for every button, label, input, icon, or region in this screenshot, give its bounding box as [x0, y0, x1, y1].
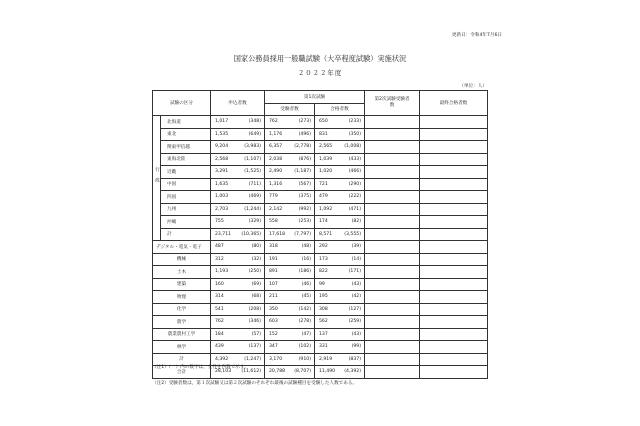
second-exam-cell: [365, 241, 420, 254]
final-passers-cell: [420, 316, 488, 329]
passers-women: (39): [351, 244, 361, 250]
passers-women: (127): [348, 306, 361, 312]
table-row: [153, 128, 488, 141]
examinees: [265, 153, 315, 166]
passers: [315, 291, 365, 304]
applicants-total: 1,193: [215, 269, 229, 275]
table-row: [153, 116, 488, 129]
passers-women: (466): [348, 169, 361, 175]
header-final-passers: 最終合格者数: [420, 91, 488, 116]
applicants: [211, 341, 265, 354]
row-label: 近畿: [161, 166, 211, 179]
second-exam-cell: [365, 116, 420, 129]
passers: [315, 366, 365, 379]
applicants: [211, 228, 265, 241]
note-1: （注1）（ ）内の数字は，女性を内数で示す。: [152, 365, 249, 370]
applicants-women: (1,244): [244, 206, 261, 212]
second-exam-cell: [365, 341, 420, 354]
table-row: [153, 216, 488, 229]
applicants-women: (250): [248, 269, 261, 275]
row-label: 関東甲信越: [161, 141, 211, 154]
final-passers-cell: [420, 266, 488, 279]
examinees: [265, 241, 315, 254]
passers: [315, 166, 365, 179]
examinees-women: (7,797): [294, 231, 311, 237]
applicants: [211, 241, 265, 254]
applicants: [211, 153, 265, 166]
group-label-gyosei: 行政: [153, 116, 161, 241]
passers-women: (42): [351, 294, 361, 300]
row-label: 化学: [153, 303, 211, 316]
table-row: [153, 316, 488, 329]
passers-total: 99: [319, 281, 325, 287]
applicants-women: (69): [251, 281, 261, 287]
applicants-total: 487: [215, 244, 224, 250]
row-label: 計: [153, 353, 211, 366]
unit-label: （単位：人）: [459, 84, 487, 89]
table-row: [153, 228, 488, 241]
row-label: 東北: [161, 128, 211, 141]
applicants-total: 314: [215, 294, 224, 300]
examinees: [265, 328, 315, 341]
second-exam-cell: [365, 366, 420, 379]
row-label: 計: [161, 228, 211, 241]
row-label: 農学: [153, 316, 211, 329]
applicants-women: (208): [248, 306, 261, 312]
examinees-total: 3,170: [269, 356, 283, 362]
examinees-total: 350: [269, 306, 278, 312]
applicants-total: 439: [215, 344, 224, 350]
examinees-total: 779: [269, 194, 278, 200]
examinees-women: (16): [301, 256, 311, 262]
final-passers-cell: [420, 216, 488, 229]
examinees: [265, 191, 315, 204]
applicants-women: (3,983): [244, 144, 261, 150]
row-label: 林学: [153, 341, 211, 354]
second-exam-cell: [365, 328, 420, 341]
row-label: 四国: [161, 191, 211, 204]
examinees: [265, 166, 315, 179]
examinees-total: 2,490: [269, 169, 283, 175]
header-passers: 合格者数: [315, 103, 365, 116]
applicants-total: 541: [215, 306, 224, 312]
passers-women: (99): [351, 344, 361, 350]
table-row: [153, 328, 488, 341]
header-examinees: 受験者数: [265, 103, 315, 116]
second-exam-cell: [365, 128, 420, 141]
examinees-total: 2,038: [269, 156, 283, 162]
final-passers-cell: [420, 153, 488, 166]
second-exam-cell: [365, 141, 420, 154]
examinees: [265, 266, 315, 279]
applicants-women: (57): [251, 331, 261, 337]
second-exam-cell: [365, 316, 420, 329]
applicants-women: (348): [248, 119, 261, 125]
examinees-women: (496): [298, 131, 311, 137]
final-passers-cell: [420, 228, 488, 241]
applicants-women: (1,525): [244, 169, 261, 175]
passers: [315, 116, 365, 129]
examinees-women: (48): [301, 244, 311, 250]
examinees-total: 2,142: [269, 206, 283, 212]
applicants-women: (11,612): [241, 369, 261, 375]
applicants-total: 762: [215, 319, 224, 325]
examinees-total: 318: [269, 244, 278, 250]
applicants-women: (1,247): [244, 356, 261, 362]
passers: [315, 341, 365, 354]
examinees-total: 1,176: [269, 131, 283, 137]
passers-total: 308: [319, 306, 328, 312]
table-row: [153, 291, 488, 304]
applicants: [211, 253, 265, 266]
examinees: [265, 216, 315, 229]
examinees-women: (876): [298, 156, 311, 162]
examinees-women: (186): [298, 269, 311, 275]
passers-women: (43): [351, 281, 361, 287]
examinees-total: 152: [269, 331, 278, 337]
applicants-total: 1,017: [215, 119, 229, 125]
examinees-women: (992): [298, 206, 311, 212]
applicants-total: 2,568: [215, 156, 229, 162]
applicants-women: (1,107): [244, 156, 261, 162]
passers: [315, 153, 365, 166]
passers-women: (171): [348, 269, 361, 275]
passers-women: (471): [348, 206, 361, 212]
examinees-total: 6,357: [269, 144, 283, 150]
passers-total: 11,490: [319, 369, 336, 375]
final-passers-cell: [420, 278, 488, 291]
second-exam-cell: [365, 228, 420, 241]
passers-total: 173: [319, 256, 328, 262]
row-label: 東海北陸: [161, 153, 211, 166]
table-row: [153, 141, 488, 154]
passers-total: 650: [319, 119, 328, 125]
passers-total: 137: [319, 331, 328, 337]
examinees: [265, 353, 315, 366]
table-row: [153, 153, 488, 166]
passers-women: (350): [348, 131, 361, 137]
table-row: [153, 203, 488, 216]
final-passers-cell: [420, 303, 488, 316]
passers-total: 479: [319, 194, 328, 200]
examinees-women: (47): [301, 331, 311, 337]
page-title: 国家公務員採用一般職試験（大卒程度試験）実施状況: [233, 54, 407, 63]
passers-total: 1,039: [319, 156, 333, 162]
passers-women: (82): [351, 219, 361, 225]
passers-total: 195: [319, 294, 328, 300]
examinees-women: (2,778): [294, 144, 311, 150]
note-2: （注2）受験者数は，第１次試験又は第２次試験のそれぞれ最後の試験種目を受験した人数である。: [152, 381, 358, 386]
applicants: [211, 141, 265, 154]
examinees-women: (273): [298, 119, 311, 125]
passers-total: 822: [319, 269, 328, 275]
table-row: [153, 253, 488, 266]
final-passers-cell: [420, 291, 488, 304]
final-passers-cell: [420, 203, 488, 216]
examinees: [265, 366, 315, 379]
examinees-women: (102): [298, 344, 311, 350]
header-applicants: 申込者数: [211, 91, 265, 116]
final-passers-cell: [420, 341, 488, 354]
passers-total: 2,565: [319, 144, 333, 150]
applicants-total: 28,103: [215, 369, 232, 375]
examinees: [265, 303, 315, 316]
final-passers-cell: [420, 328, 488, 341]
applicants: [211, 191, 265, 204]
applicants: [211, 266, 265, 279]
row-label: 農業農村工学: [153, 328, 211, 341]
table-row: [153, 178, 488, 191]
update-date: 更新日：令和4年7月6日: [451, 33, 502, 38]
passers: [315, 328, 365, 341]
passers: [315, 278, 365, 291]
passers-women: (14): [351, 256, 361, 262]
table-row: [153, 278, 488, 291]
passers: [315, 191, 365, 204]
examinees-women: (46): [301, 281, 311, 287]
examinees-total: 891: [269, 269, 278, 275]
passers-women: (4,392): [344, 369, 361, 375]
examinees: [265, 141, 315, 154]
passers-women: (233): [348, 119, 361, 125]
passers-women: (43): [351, 331, 361, 337]
applicants-total: 312: [215, 256, 224, 262]
applicants-total: 1,003: [215, 194, 229, 200]
final-passers-cell: [420, 353, 488, 366]
passers: [315, 216, 365, 229]
examinees: [265, 316, 315, 329]
passers-women: (3,555): [344, 231, 361, 237]
examinees: [265, 278, 315, 291]
second-exam-cell: [365, 203, 420, 216]
applicants: [211, 303, 265, 316]
passers-women: (222): [348, 194, 361, 200]
fiscal-year: ２０２２年度: [297, 69, 343, 77]
examinees-women: (142): [298, 306, 311, 312]
header-second-exam-examinees: 第2次試験受験者数: [365, 91, 420, 116]
applicants-total: 9,204: [215, 144, 229, 150]
applicants-total: 23,711: [215, 231, 232, 237]
examinees-women: (45): [301, 294, 311, 300]
passers-total: 292: [319, 244, 328, 250]
second-exam-cell: [365, 178, 420, 191]
examinees: [265, 253, 315, 266]
second-exam-cell: [365, 353, 420, 366]
examinees-total: 558: [269, 219, 278, 225]
applicants-total: 2,703: [215, 206, 229, 212]
passers-women: (433): [348, 156, 361, 162]
passers: [315, 303, 365, 316]
applicants: [211, 316, 265, 329]
applicants-total: 3,291: [215, 169, 229, 175]
second-exam-cell: [365, 153, 420, 166]
applicants-total: 184: [215, 331, 224, 337]
examinees: [265, 128, 315, 141]
results-table: [152, 90, 488, 379]
passers-total: 174: [319, 219, 328, 225]
passers: [315, 128, 365, 141]
examinees: [265, 116, 315, 129]
examinees-total: 17,618: [269, 231, 286, 237]
applicants: [211, 291, 265, 304]
final-passers-cell: [420, 366, 488, 379]
passers: [315, 316, 365, 329]
passers-women: (1,008): [344, 144, 361, 150]
examinees-total: 1,316: [269, 181, 283, 187]
examinees-women: (567): [298, 181, 311, 187]
examinees-total: 107: [269, 281, 278, 287]
applicants-women: (711): [248, 181, 261, 187]
applicants-women: (329): [248, 219, 261, 225]
table-row: [153, 266, 488, 279]
passers-total: 331: [319, 344, 328, 350]
applicants: [211, 328, 265, 341]
applicants-total: 160: [215, 281, 224, 287]
table-row: [153, 166, 488, 179]
final-passers-cell: [420, 166, 488, 179]
passers-women: (837): [348, 356, 361, 362]
applicants-total: 1,535: [215, 131, 229, 137]
row-label: 九州: [161, 203, 211, 216]
passers: [315, 178, 365, 191]
second-exam-cell: [365, 166, 420, 179]
applicants: [211, 166, 265, 179]
examinees: [265, 228, 315, 241]
examinees-women: (8,707): [294, 369, 311, 375]
passers: [315, 203, 365, 216]
applicants-women: (68): [251, 294, 261, 300]
examinees-women: (278): [298, 319, 311, 325]
final-passers-cell: [420, 141, 488, 154]
examinees-women: (1,187): [294, 169, 311, 175]
examinees-total: 20,788: [269, 369, 286, 375]
second-exam-cell: [365, 216, 420, 229]
row-label: 北海道: [161, 116, 211, 129]
passers: [315, 241, 365, 254]
applicants: [211, 116, 265, 129]
examinees-total: 347: [269, 344, 278, 350]
row-label: 土木: [153, 266, 211, 279]
applicants: [211, 203, 265, 216]
final-passers-cell: [420, 241, 488, 254]
applicants-total: 4,392: [215, 356, 229, 362]
examinees-women: (253): [298, 219, 311, 225]
row-label: 物理: [153, 291, 211, 304]
examinees: [265, 203, 315, 216]
examinees-women: (910): [298, 356, 311, 362]
final-passers-cell: [420, 128, 488, 141]
passers: [315, 266, 365, 279]
passers-total: 1,020: [319, 169, 333, 175]
second-exam-cell: [365, 303, 420, 316]
row-label: 合計: [153, 366, 211, 379]
applicants: [211, 216, 265, 229]
applicants: [211, 178, 265, 191]
applicants-women: (137): [248, 344, 261, 350]
passers-total: 562: [319, 319, 328, 325]
applicants-women: (32): [251, 256, 261, 262]
passers: [315, 353, 365, 366]
examinees: [265, 341, 315, 354]
second-exam-cell: [365, 266, 420, 279]
applicants-women: (649): [248, 131, 261, 137]
second-exam-cell: [365, 191, 420, 204]
passers-total: 1,092: [319, 206, 333, 212]
applicants-women: (10,365): [241, 231, 261, 237]
examinees: [265, 291, 315, 304]
row-label: 沖縄: [161, 216, 211, 229]
table-row: [153, 303, 488, 316]
passers-women: (259): [348, 319, 361, 325]
row-label: 機械: [153, 253, 211, 266]
final-passers-cell: [420, 191, 488, 204]
passers-total: 2,919: [319, 356, 333, 362]
table-row: [153, 191, 488, 204]
applicants-total: 1,635: [215, 181, 229, 187]
examinees-total: 211: [269, 294, 278, 300]
applicants-total: 755: [215, 219, 224, 225]
examinees-total: 762: [269, 119, 278, 125]
examinees-total: 603: [269, 319, 278, 325]
passers: [315, 228, 365, 241]
applicants-women: (80): [251, 244, 261, 250]
passers: [315, 141, 365, 154]
table-row: [153, 341, 488, 354]
examinees-women: (375): [298, 194, 311, 200]
header-first-exam: 第1次試験: [265, 91, 365, 104]
final-passers-cell: [420, 178, 488, 191]
passers-total: 721: [319, 181, 328, 187]
passers-total: 831: [319, 131, 328, 137]
applicants: [211, 128, 265, 141]
final-passers-cell: [420, 116, 488, 129]
examinees: [265, 178, 315, 191]
applicants-women: (346): [248, 319, 261, 325]
row-label: デジタル・電気・電子: [153, 241, 211, 254]
row-label: 建築: [153, 278, 211, 291]
final-passers-cell: [420, 253, 488, 266]
passers-women: (290): [348, 181, 361, 187]
passers-total: 8,571: [319, 231, 333, 237]
applicants: [211, 278, 265, 291]
table-row: [153, 241, 488, 254]
examinees-total: 191: [269, 256, 278, 262]
second-exam-cell: [365, 253, 420, 266]
second-exam-cell: [365, 291, 420, 304]
applicants-women: (469): [248, 194, 261, 200]
passers: [315, 253, 365, 266]
header-category: 試験の区分: [153, 91, 211, 116]
row-label: 中国: [161, 178, 211, 191]
second-exam-cell: [365, 278, 420, 291]
